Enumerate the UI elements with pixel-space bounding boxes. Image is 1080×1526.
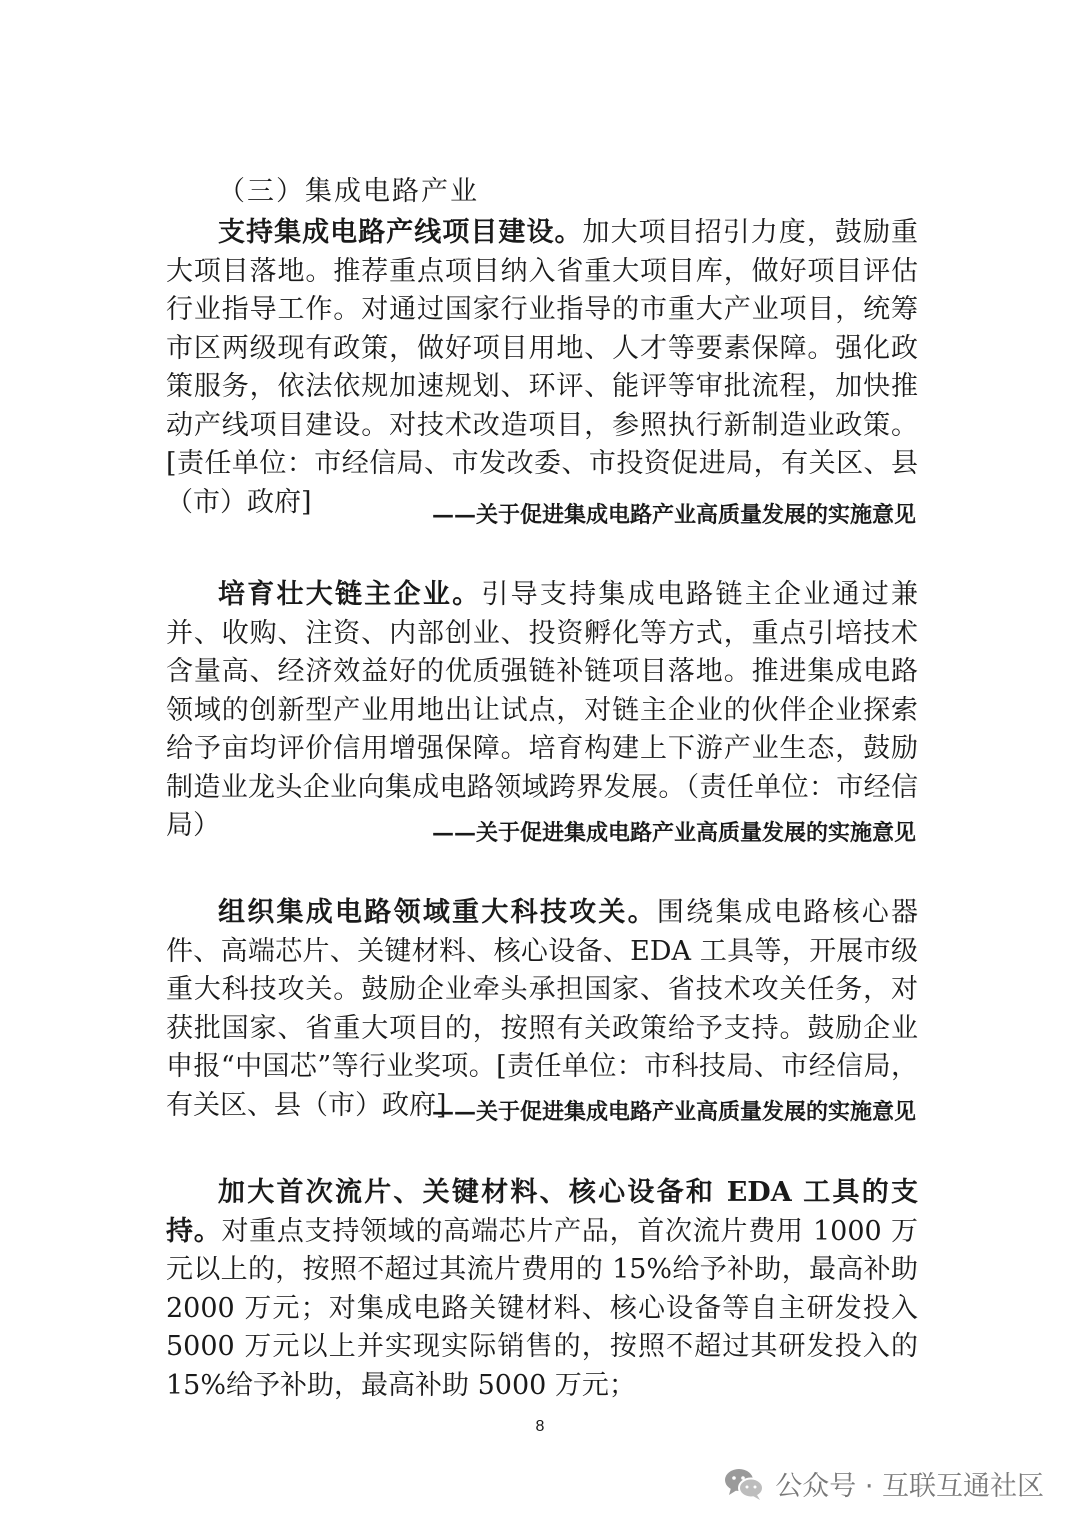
paragraph-2-lead: 培育壮大链主企业。 (218, 579, 482, 610)
paragraph-1-source: ——关于促进集成电路产业高质量发展的实施意见 (431, 502, 916, 528)
paragraph-2 (166, 576, 918, 846)
watermark (723, 1464, 1044, 1503)
paragraph-3-lead: 组织集成电路领域重大科技攻关。 (218, 897, 657, 928)
page-number: 8 (535, 1418, 545, 1435)
paragraph-4 (166, 1174, 918, 1405)
section-heading: （三）集成电路产业 (218, 176, 479, 207)
paragraph-3-body: 围绕集成电路核心器件、高端芯片、关键材料、核心设备、EDA 工具等，开展市级重大科技攻关。鼓励企业牵头承担国家、省技术攻关任务，对获批国家、省重大项目的，按照有关政策给予支持。鼓励企业申报“中国芯”等行业奖项。[责任单位：市科技局、市经信局，有关区、县（市）政府] (166, 897, 919, 1121)
paragraph-3-source: ——关于促进集成电路产业高质量发展的实施意见 (431, 1099, 916, 1125)
paragraph-4-lead: 加大首次流片、关键材料、核心设备和 EDA 工具的支持。 (166, 1177, 918, 1247)
paragraph-1-lead: 支持集成电路产线项目建设。 (218, 217, 583, 248)
paragraph-2-body: 引导支持集成电路链主企业通过兼并、收购、注资、内部创业、投资孵化等方式，重点引培技术含量高、经济效益好的优质强链补链项目落地。推进集成电路领域的创新型产业用地出让试点，对链主企业的伙伴企业探索给予亩均评价信用增强保障。培育构建上下游产业生态，鼓励制造业龙头企业向集成电路领域跨界发展。（责任单位：市经信局） (166, 579, 919, 841)
paragraph-4-body: 对重点支持领域的高端芯片产品，首次流片费用 1000 万元以上的，按照不超过其流片费用的 15%给予补助，最高补助 2000 万元；对集成电路关键材料、核心设备等自主研发投入 5000 万元以上并实现实际销售的，按照不超过其研发投入的 15%给予补助，最高补助 5000 万元； (166, 1215, 918, 1401)
paragraph-2-source: ——关于促进集成电路产业高质量发展的实施意见 (431, 820, 916, 846)
paragraph-1 (166, 214, 918, 522)
paragraph-1-body: 加大项目招引力度，鼓励重大项目落地。推荐重点项目纳入省重大项目库，做好项目评估行业指导工作。对通过国家行业指导的市重大产业项目，统筹市区两级现有政策，做好项目用地、人才等要素保障。强化政策服务，依法依规加速规划、环评、能评等审批流程，加快推动产线项目建设。对技术改造项目，参照执行新制造业政策。[责任单位：市经信局、市发改委、市投资促进局，有关区、县（市）政府] (166, 217, 919, 518)
wechat-icon (723, 1466, 765, 1502)
watermark-text: 公众号 · 互联互通社区 (775, 1471, 1044, 1502)
paragraph-3 (166, 894, 918, 1125)
